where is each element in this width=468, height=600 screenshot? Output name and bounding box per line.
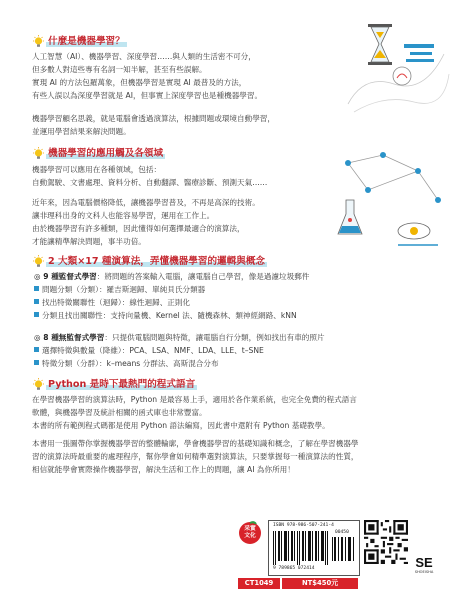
lightbulb-icon [32, 378, 45, 392]
supervised-title: ◎ 9 種監督式學習 [34, 272, 97, 281]
price-code-text: 00450 [335, 530, 349, 535]
section1-paragraph-2: 機器學習顧名思義，就是電腦會透過演算法，根據問題或環境自動學習， 並運用學習結果來解決問題。 [32, 114, 275, 136]
se-logo: SE SHOEISHA [414, 555, 434, 574]
isbn-text: ISBN 978-986-507-241-4 [273, 523, 334, 528]
hourglass-illustration [334, 14, 454, 124]
lightbulb-icon [32, 147, 45, 161]
supervised-learning-block: ◎ 9 種監督式學習：將問題的答案輸入電腦，讓電腦自己學習，像是過濾垃圾郵件 問題分類（分類）：羅吉斯迴歸、單純貝氏分類器 找出特徵關聯性（迴歸）：線性迴歸、正則化 分類且找出關聯性：支持向量機、Kernel 法、隨機森林、類神經網路、kNN [34, 272, 310, 320]
barcode-label [268, 520, 360, 576]
barcode-addon [332, 531, 356, 561]
unsupervised-desc: ：只提供電腦問題與特徵，讓電腦自行分類，例如找出有車的照片 [104, 333, 325, 342]
unsupervised-learning-block: ◎ 8 種無監督式學習：只提供電腦問題與特徵，讓電腦自行分類，例如找出有車的照片 選擇特徵與數量（降維）：PCA、LSA、NMF、LDA、LLE、t–SNE 特徵分類（分群）：k–means 分群法、高斯混合分布 [34, 333, 325, 368]
lightbulb-icon [32, 35, 45, 49]
square-bullet-icon [34, 347, 39, 352]
qr-code [364, 520, 408, 564]
barcode-number: 9 789865 072414 [273, 566, 315, 571]
section4-paragraph: 在學習機器學習的演算法時，Python 是最容易上手，適用於各作業系統，也完全免費的程式語言 軟體，與機器學習及統計相關的函式庫也非常豐富。 本書的所有範例程式碼都是使用 Python 語法編寫，因此書中還附有 Python 基礎教學。 [32, 395, 357, 430]
barcode-ean [273, 531, 329, 565]
unsupervised-title: ◎ 8 種無監督式學習 [34, 333, 105, 342]
square-bullet-icon [34, 312, 39, 317]
section-heading-algorithms: 2 大類×17 種演算法，弄懂機器學習的邏輯與概念 [48, 256, 266, 267]
square-bullet-icon [34, 360, 39, 365]
price-box: NT$450元 [282, 578, 358, 589]
lightbulb-icon [32, 255, 45, 269]
section-heading-python: Python 是時下最熱門的程式語言 [48, 379, 196, 390]
section2-paragraph-2: 近年來，因為電腦價格降低，讓機器學習普及，不再是高深的技術。 讓非理科出身的文科人也能容易學習，運用在工作上。 由於機器學習有許多種類，因此懂得如何選擇最適合的演算法， 才能讓精準解決問題，事半功倍。 [32, 198, 260, 246]
square-bullet-icon [34, 299, 39, 304]
science-network-illustration [328, 145, 458, 255]
closing-paragraph: 本書用一張圖帶你掌握機器學習的整體輪廓，學會機器學習的基礎知識和概念，了解在學習機器學 習的演算法時最重要的處理程序，幫你學會如何精準選對演算法，只要掌握每一種演算法的性質， 相信就能學會實際操作機器學習，解決生活和工作上的問題，讓 AI 為你所用！ [32, 439, 359, 474]
supervised-desc: ：將問題的答案輸入電腦，讓電腦自己學習，像是過濾垃圾郵件 [96, 272, 310, 281]
logo-text: 采實文化 [244, 526, 256, 539]
section-heading-what-is-ml: 什麼是機器學習？ [48, 36, 125, 47]
square-bullet-icon [34, 286, 39, 291]
product-code-box: CT1049 [238, 578, 280, 589]
section2-paragraph: 機器學習可以應用在各種領域，包括： 自動駕駛、文書處理、資料分析、自動翻譯、醫療診斷、預測天氣…… [32, 165, 268, 187]
section1-paragraph: 人工智慧（AI）、機器學習、深度學習……與人類的生活密不可分， 但多數人對這些專有名詞一知半解，甚至有些誤解。 實現 AI 的方法包羅萬象，但機器學習是實現 AI 最普及的方法， 有些人誤以為深度學習就是 AI，但事實上深度學習也是種機器學習。 [32, 52, 263, 100]
section-heading-applications: 機器學習的應用觸及各領域 [48, 148, 164, 159]
